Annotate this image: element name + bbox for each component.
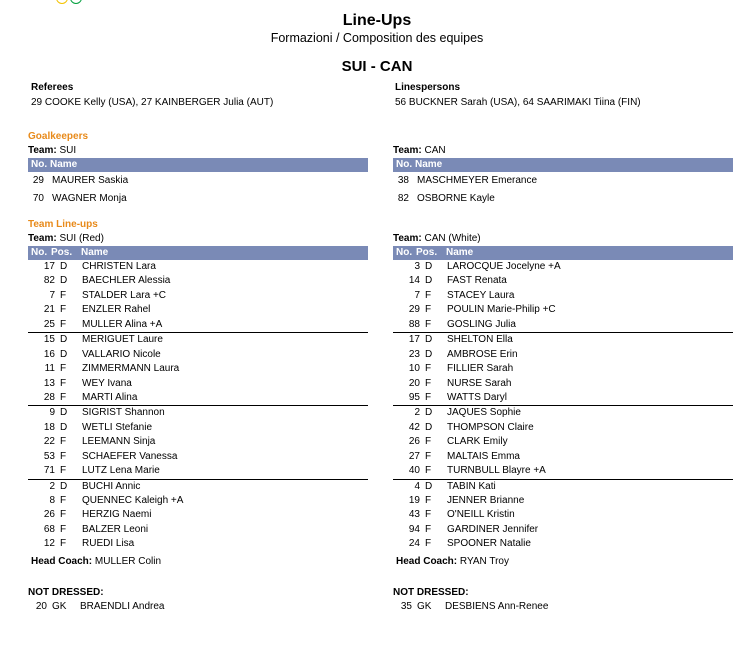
- sui-head-coach: Head Coach: MULLER Colin: [31, 556, 162, 567]
- team-name: CAN: [424, 145, 446, 156]
- referees-value: 29 COOKE Kelly (USA), 27 KAINBERGER Julia (AUT): [31, 97, 274, 108]
- player-row: 16 D VALLARIO Nicole: [43, 348, 161, 360]
- team-line: Team: SUI (Red): [28, 233, 104, 244]
- olympic-rings-icon: [56, 0, 96, 4]
- player-row: 10 F FILLIER Sarah: [408, 363, 514, 375]
- can-not-dressed-label: NOT DRESSED:: [393, 587, 469, 598]
- player-row: 14 D FAST Renata: [408, 275, 507, 287]
- player-row: 12 F RUEDI Lisa: [43, 538, 135, 550]
- can-not-dressed-row: 35 GK DESBIENS Ann-Renee: [400, 601, 549, 612]
- player-row: 21 F ENZLER Rahel: [43, 304, 151, 316]
- player-row: 2 D JAQUES Sophie: [414, 407, 521, 419]
- goalkeeper-row: 70 WAGNER Monja: [32, 193, 127, 204]
- player-row: 15 D MERIGUET Laure: [43, 334, 163, 346]
- player-row: 25 F MULLER Alina +A: [28, 318, 368, 333]
- team-name: SUI: [59, 145, 77, 156]
- player-row: 18 D WETLI Stefanie: [43, 421, 153, 433]
- player-row: 94 F GARDINER Jennifer: [408, 523, 539, 535]
- team-line: Team: SUI: [28, 145, 77, 156]
- table-header: No. Name: [393, 158, 733, 172]
- player-row: 26 F HERZIG Naemi: [43, 509, 152, 521]
- goalkeeper-list: [393, 172, 733, 208]
- player-row: 20 F NURSE Sarah: [408, 377, 512, 389]
- player-row: 3 D LAROCQUE Jocelyne +A: [414, 261, 561, 272]
- goalkeeper-row: 82 OSBORNE Kayle: [397, 193, 495, 204]
- sui-not-dressed-label: NOT DRESSED:: [28, 587, 104, 598]
- sui-lineup: [28, 233, 368, 552]
- player-row: 42 D THOMPSON Claire: [408, 421, 534, 433]
- player-row: 7 F STACEY Laura: [414, 289, 515, 301]
- player-row: 4 D TABIN Kati: [414, 480, 496, 492]
- sui-goalkeepers: [28, 145, 368, 208]
- player-row: 19 F JENNER Brianne: [408, 495, 525, 506]
- player-row: 22 F LEEMANN Sinja: [43, 436, 156, 448]
- page-subtitle: Formazioni / Composition des equipes: [270, 31, 484, 45]
- team-name: CAN (White): [424, 233, 481, 244]
- player-list: [28, 260, 368, 552]
- table-header: No. Name: [28, 158, 368, 172]
- linespersons-label: Linespersons: [395, 82, 461, 93]
- player-row: 8 F QUENNEC Kaleigh +A: [49, 495, 184, 506]
- player-row: 26 F CLARK Emily: [408, 436, 508, 448]
- can-head-coach: Head Coach: RYAN Troy: [396, 556, 509, 567]
- player-row: 27 F MALTAIS Emma: [408, 450, 520, 462]
- goalkeeper-row: 38 MASCHMEYER Emerance: [397, 175, 538, 186]
- team-name: SUI (Red): [59, 233, 104, 244]
- sui-not-dressed-row: 20 GK BRAENDLI Andrea: [35, 601, 165, 612]
- player-row: 23 D AMBROSE Erin: [408, 348, 518, 360]
- player-row: 68 F BALZER Leoni: [43, 523, 149, 535]
- player-row: 43 F O'NEILL Kristin: [408, 509, 515, 521]
- player-row: 24 F SPOONER Natalie: [408, 538, 531, 550]
- team-line: Team: CAN (White): [393, 233, 481, 244]
- team-line: Team: CAN: [393, 145, 446, 156]
- goalkeepers-section-title: Goalkeepers: [28, 131, 89, 142]
- player-row: 53 F SCHAEFER Vanessa: [43, 450, 178, 462]
- player-row: 17 D SHELTON Ella: [408, 334, 513, 346]
- player-row: 17 D CHRISTEN Lara: [43, 261, 156, 272]
- player-row: 95 F WATTS Daryl: [393, 391, 733, 406]
- linespersons-value: 56 BUCKNER Sarah (USA), 64 SAARIMAKI Tiina (FIN): [395, 97, 641, 108]
- player-row: 11 F ZIMMERMANN Laura: [44, 363, 180, 375]
- team-lineups-section-title: Team Line-ups: [28, 219, 98, 230]
- can-lineup: [393, 233, 733, 552]
- player-row: 71 F LUTZ Lena Marie: [28, 464, 368, 479]
- player-row: 82 D BAECHLER Alessia: [43, 275, 171, 287]
- player-row: 13 F WEY Ivana: [43, 377, 132, 389]
- player-row: 29 F POULIN Marie-Philip +C: [408, 304, 556, 316]
- player-row: 28 F MARTI Alina: [28, 391, 368, 406]
- goalkeeper-row: 29 MAURER Saskia: [32, 175, 129, 186]
- page-title: Line-Ups: [342, 12, 412, 29]
- player-row: 40 F TURNBULL Blayre +A: [393, 464, 733, 479]
- referees-label: Referees: [31, 82, 74, 93]
- player-row: 88 F GOSLING Julia: [393, 318, 733, 333]
- match-title: SUI - CAN: [341, 58, 413, 75]
- player-row: 9 D SIGRIST Shannon: [49, 407, 165, 419]
- player-list: [393, 260, 733, 552]
- player-row: 2 D BUCHI Annic: [49, 480, 141, 492]
- table-header: No. Pos. Name: [393, 246, 733, 260]
- table-header: No. Pos. Name: [28, 246, 368, 260]
- player-row: 7 F STALDER Lara +C: [49, 289, 167, 301]
- can-goalkeepers: [393, 145, 733, 208]
- goalkeeper-list: [28, 172, 368, 208]
